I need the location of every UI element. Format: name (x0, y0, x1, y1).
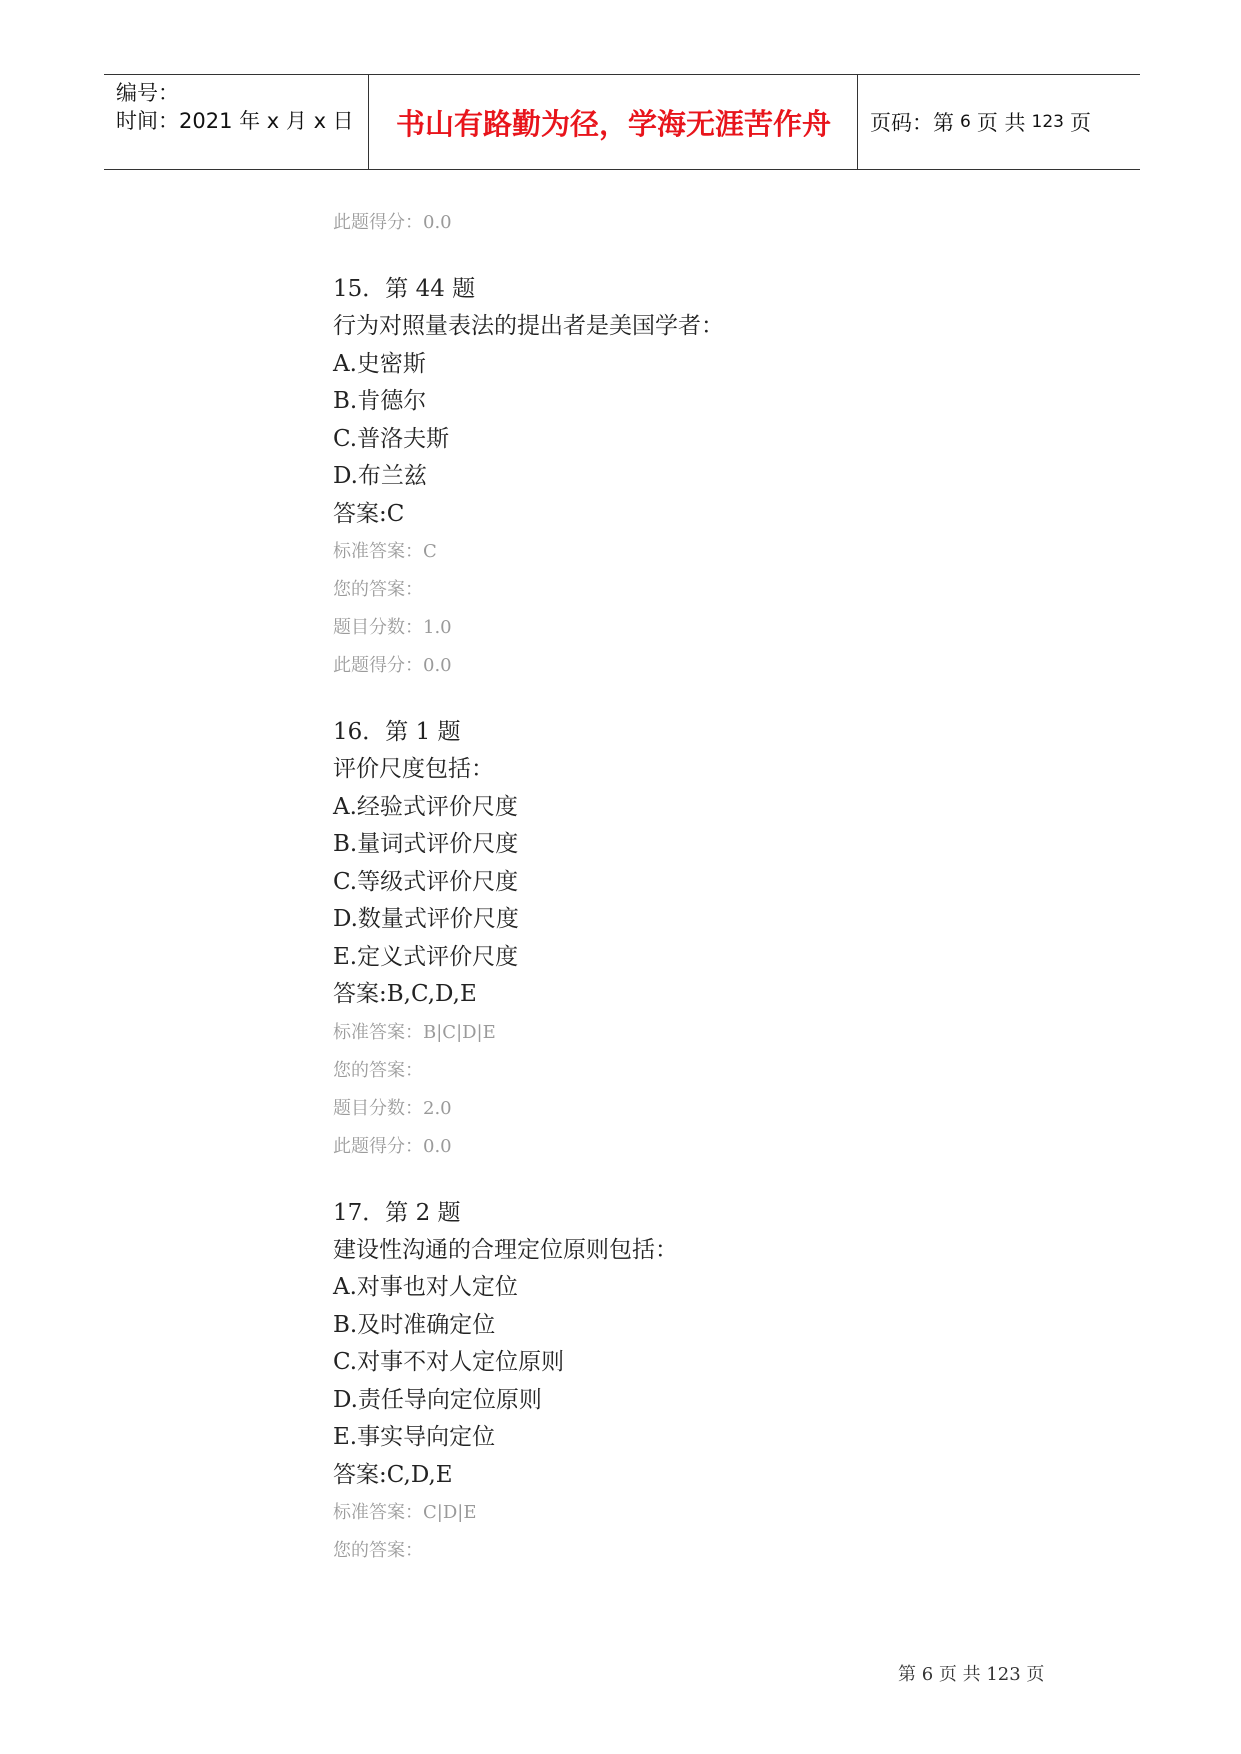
question-title: 17．第 2 题 (333, 1199, 461, 1226)
page-prefix: 页码：第 (870, 111, 954, 135)
option-d: D.布兰兹 (333, 463, 427, 489)
question-score-earned: 此题得分：0.0 (333, 1135, 452, 1157)
standard-answer: 标准答案：B|C|D|E (333, 1021, 496, 1043)
question-score-earned: 此题得分：0.0 (333, 212, 452, 233)
option-a: A.经验式评价尺度 (333, 793, 518, 820)
question-stem: 建设性沟通的合理定位原则包括： (333, 1236, 678, 1263)
page-suffix: 页 (1069, 111, 1091, 135)
header-divider (368, 75, 369, 169)
option-d: D.数量式评价尺度 (333, 906, 519, 932)
document-number-label: 编号： (116, 81, 179, 105)
your-answer: 您的答案： (333, 1540, 423, 1561)
option-e: E.定义式评价尺度 (333, 943, 519, 970)
standard-answer: 标准答案：C|D|E (333, 1502, 477, 1523)
option-b: B.量词式评价尺度 (333, 831, 519, 857)
header-divider (857, 75, 858, 169)
question-points: 题目分数：2.0 (333, 1097, 452, 1119)
page-number: 6 (960, 112, 971, 132)
option-b: B.及时准确定位 (333, 1311, 496, 1338)
question-score-earned: 此题得分：0.0 (333, 655, 452, 676)
question-title: 16．第 1 题 (333, 719, 461, 745)
question-block (333, 271, 1093, 685)
question-block (333, 714, 1093, 1166)
question-points: 题目分数：1.0 (333, 617, 452, 638)
header-info (116, 75, 368, 169)
header-page-info (870, 75, 1140, 169)
question-block (333, 1195, 1093, 1571)
document-time-label: 时间：2021 年 x 月 x 日 (116, 109, 354, 133)
standard-answer: 标准答案：C (333, 541, 437, 562)
answer: 答案:C,D,E (333, 1461, 453, 1488)
option-c: C.对事不对人定位原则 (333, 1349, 565, 1375)
header-slogan: 书山有路勤为径，学海无涯苦作舟 (395, 106, 831, 141)
your-answer: 您的答案： (333, 579, 423, 600)
question-title: 15．第 44 题 (333, 276, 476, 302)
page-content (333, 204, 1093, 1570)
your-answer: 您的答案： (333, 1059, 423, 1081)
answer: 答案:B,C,D,E (333, 981, 477, 1007)
option-e: E.事实导向定位 (333, 1424, 496, 1450)
option-c: C.普洛夫斯 (333, 425, 450, 452)
option-c: C.等级式评价尺度 (333, 868, 519, 895)
option-a: A.对事也对人定位 (333, 1274, 518, 1300)
option-d: D.责任导向定位原则 (333, 1386, 542, 1413)
option-b: B.肯德尔 (333, 388, 427, 414)
page-footer: 第 6 页 共 123 页 (898, 1664, 1045, 1685)
page-header (104, 74, 1140, 170)
question-stem: 评价尺度包括： (333, 756, 494, 782)
page-mid: 页 共 (976, 111, 1026, 135)
option-a: A.史密斯 (333, 350, 426, 377)
answer: 答案:C (333, 500, 405, 527)
question-stem: 行为对照量表法的提出者是美国学者： (333, 313, 724, 339)
page-total: 123 (1031, 112, 1064, 132)
